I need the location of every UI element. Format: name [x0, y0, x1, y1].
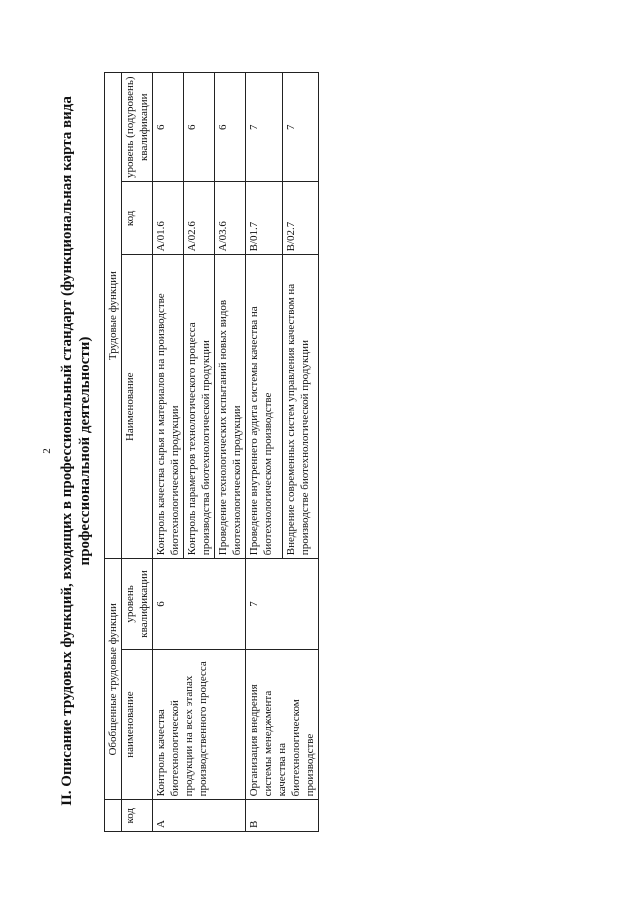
header-sublevel: уровень (подуровень) квалификации — [122, 73, 153, 182]
function-level: 7 — [246, 73, 283, 182]
function-name: Контроль качества сырья и материалов на производстве биотехнологической продукции — [153, 255, 184, 559]
header-function-name: Наименование — [122, 255, 153, 559]
table-row — [153, 73, 184, 832]
function-code: А/03.6 — [215, 182, 246, 255]
group-code: В — [246, 800, 319, 832]
page-number: 2 — [40, 448, 53, 454]
function-level: 6 — [153, 73, 184, 182]
group-name: Контроль качества биотехнологической продукции на всех этапах производственного процесса — [153, 649, 246, 800]
function-code: А/02.6 — [184, 182, 215, 255]
function-name: Проведение внутреннего аудита системы качества на биотехнологическом производстве — [246, 255, 283, 559]
table-row — [246, 73, 283, 832]
rotated-page-content — [58, 56, 578, 846]
function-name: Проведение технологических испытаний новых видов биотехнологической продукции — [215, 255, 246, 559]
header-level: уровень квалификации — [122, 559, 153, 650]
function-code: В/02.7 — [282, 182, 319, 255]
header-row-columns — [122, 73, 153, 832]
function-code: А/01.6 — [153, 182, 184, 255]
group-name: Организация внедрения системы менеджмента качества на биотехнологическом производстве — [246, 649, 319, 800]
group-level: 6 — [153, 559, 246, 650]
section-title: II. Описание трудовых функций, входящих в профессиональный стандарт (функциональная карта вида профессиональной деятельности) — [59, 96, 93, 806]
header-generalized-functions: Обобщенные трудовые функции — [105, 559, 122, 800]
function-level: 6 — [215, 73, 246, 182]
header-function-code: код — [122, 182, 153, 255]
header-row-groups — [105, 73, 122, 832]
group-code: А — [153, 800, 246, 832]
function-code: В/01.7 — [246, 182, 283, 255]
group-level: 7 — [246, 559, 319, 650]
header-labor-functions: Трудовые функции — [105, 73, 122, 559]
header-code: код — [122, 800, 153, 832]
function-name: Внедрение современных систем управления качеством на производстве биотехнологической продукции — [282, 255, 319, 559]
function-name: Контроль параметров технологического процесса производства биотехнологической продукции — [184, 255, 215, 559]
functional-map-table — [104, 72, 319, 832]
function-level: 6 — [184, 73, 215, 182]
function-level: 7 — [282, 73, 319, 182]
header-name: наименование — [122, 649, 153, 800]
header-empty — [105, 800, 122, 832]
